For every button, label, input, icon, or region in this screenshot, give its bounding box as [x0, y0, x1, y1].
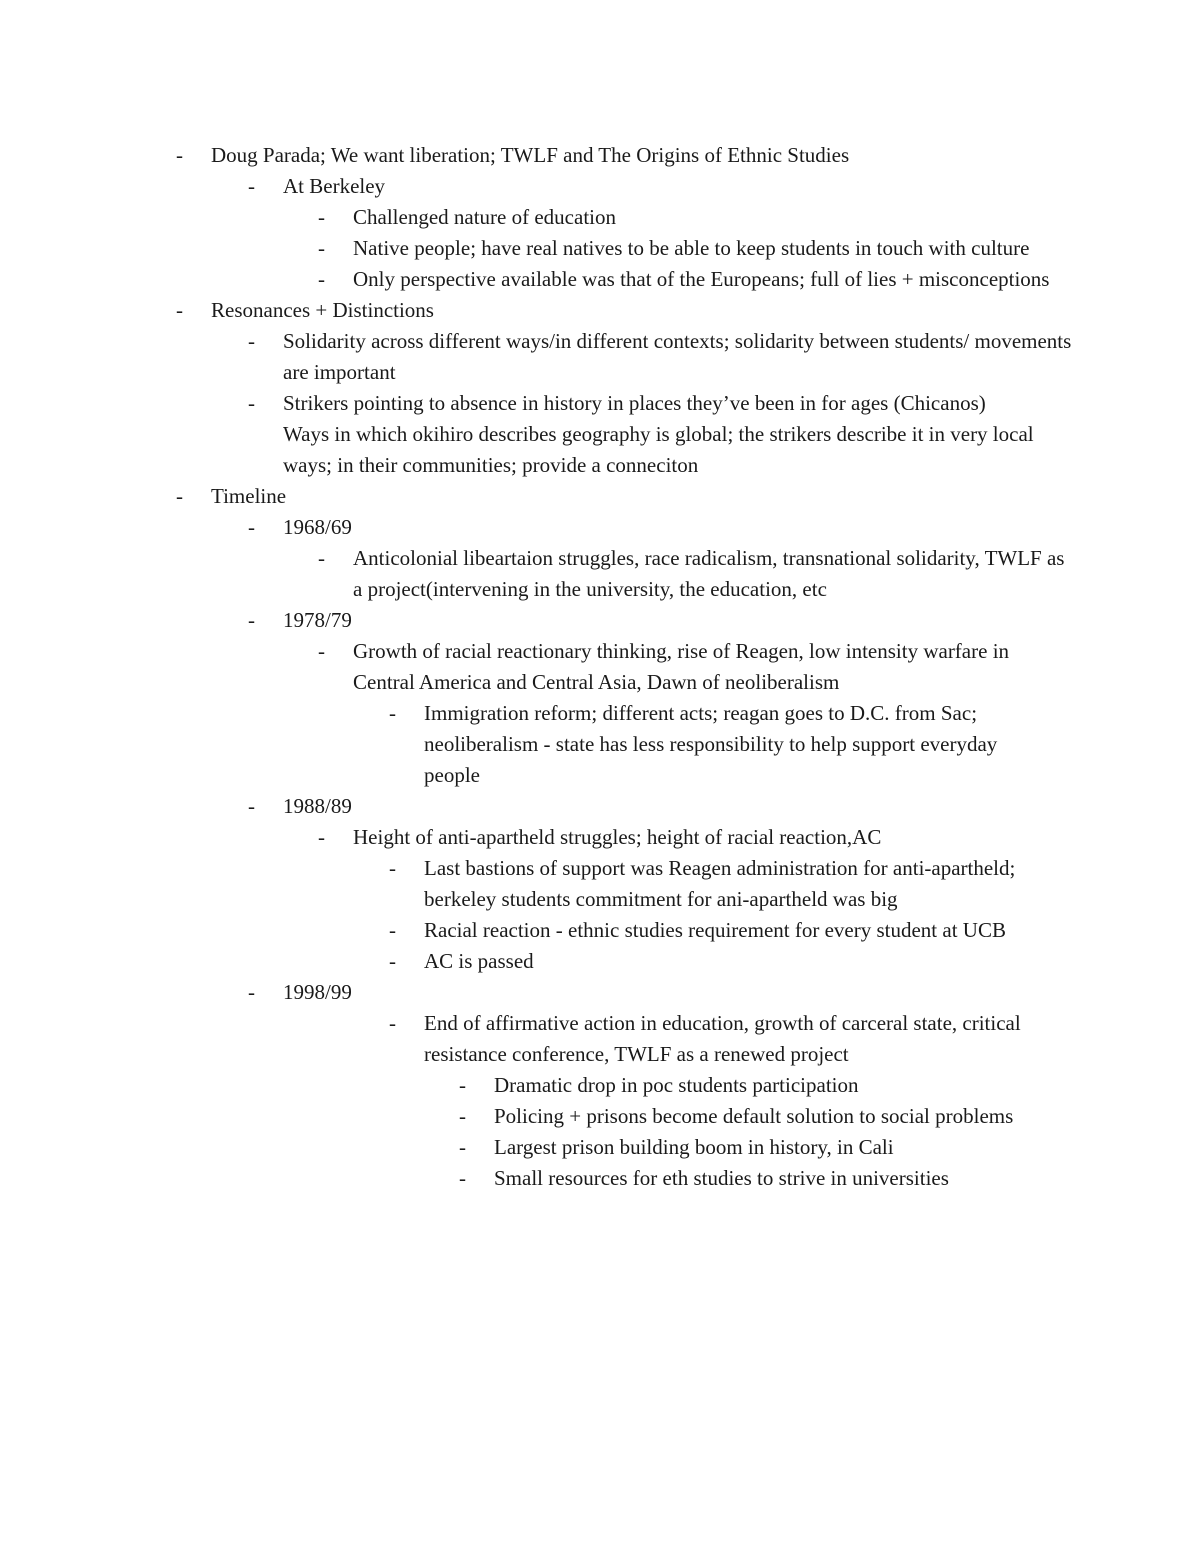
note-text: Racial reaction - ethnic studies requirement for every student at UCB: [424, 918, 1006, 942]
bullet-dash: -: [176, 298, 183, 322]
list-item: [0, 698, 1200, 791]
note-text: Height of anti-apartheld struggles; height of racial reaction,AC: [353, 825, 882, 849]
lecture-notes: [0, 140, 1200, 1194]
list-item: [0, 791, 1200, 822]
list-item: [0, 202, 1200, 233]
section-heading: Resonances + Distinctions: [211, 298, 434, 322]
note-text: Small resources for eth studies to strive in universities: [494, 1166, 949, 1190]
timeline-year: 1988/89: [283, 794, 352, 818]
note-text: Immigration reform; different acts; reagan goes to D.C. from Sac; neoliberalism - state has less responsibility to help support everyday people: [424, 701, 998, 787]
bullet-dash: -: [318, 236, 325, 260]
list-item: [0, 233, 1200, 264]
section-heading: Timeline: [211, 484, 287, 508]
note-text: Solidarity across different ways/in different contexts; solidarity between students/ movements are important: [283, 329, 1072, 384]
bullet-dash: -: [248, 608, 255, 632]
list-item: [0, 388, 1200, 419]
list-item: [0, 264, 1200, 295]
list-item: [0, 853, 1200, 915]
bullet-dash: -: [459, 1135, 466, 1159]
list-item: [0, 543, 1200, 605]
note-text: Policing + prisons become default solution to social problems: [494, 1104, 1014, 1128]
note-text: Last bastions of support was Reagen administration for anti-apartheld; berkeley students commitment for ani-apartheld was big: [424, 856, 1016, 911]
list-item: [0, 605, 1200, 636]
bullet-dash: -: [248, 794, 255, 818]
bullet-dash: -: [248, 515, 255, 539]
bullet-dash: -: [389, 949, 396, 973]
note-text: Dramatic drop in poc students participation: [494, 1073, 859, 1097]
list-item: [0, 1101, 1200, 1132]
list-item: [0, 822, 1200, 853]
list-item: [0, 512, 1200, 543]
note-text: Ways in which okihiro describes geography is global; the strikers describe it in very local ways; in their communities; provide a conneciton: [283, 422, 1034, 477]
bullet-dash: -: [248, 391, 255, 415]
note-text: Growth of racial reactionary thinking, rise of Reagen, low intensity warfare in Central America and Central Asia, Dawn of neoliberalism: [353, 639, 1010, 694]
list-item: [0, 1070, 1200, 1101]
bullet-dash: -: [248, 980, 255, 1004]
note-text: Native people; have real natives to be able to keep students in touch with culture: [353, 236, 1030, 260]
bullet-dash: -: [318, 205, 325, 229]
list-item: [0, 636, 1200, 698]
list-item-continuation: [0, 419, 1200, 481]
list-item: [0, 1132, 1200, 1163]
list-item: [0, 1163, 1200, 1194]
list-item: [0, 915, 1200, 946]
note-text: Largest prison building boom in history, in Cali: [494, 1135, 894, 1159]
bullet-dash: -: [248, 174, 255, 198]
list-item: [0, 140, 1200, 171]
list-item: [0, 1008, 1200, 1070]
bullet-dash: -: [389, 1011, 396, 1035]
list-item: [0, 326, 1200, 388]
list-item: [0, 946, 1200, 977]
bullet-dash: -: [318, 267, 325, 291]
timeline-year: 1998/99: [283, 980, 352, 1004]
list-item: [0, 977, 1200, 1008]
bullet-dash: -: [389, 701, 396, 725]
bullet-dash: -: [176, 484, 183, 508]
section-heading: Doug Parada; We want liberation; TWLF and The Origins of Ethnic Studies: [211, 143, 850, 167]
bullet-dash: -: [389, 856, 396, 880]
bullet-dash: -: [318, 639, 325, 663]
note-text: Only perspective available was that of the Europeans; full of lies + misconceptions: [353, 267, 1050, 291]
note-text: AC is passed: [424, 949, 534, 973]
subheading: At Berkeley: [283, 174, 386, 198]
timeline-year: 1978/79: [283, 608, 352, 632]
bullet-dash: -: [176, 143, 183, 167]
note-text: Anticolonial libeartaion struggles, race radicalism, transnational solidarity, TWLF as a project(intervening in the university, the education, etc: [353, 546, 1065, 601]
bullet-dash: -: [459, 1073, 466, 1097]
bullet-dash: -: [318, 546, 325, 570]
bullet-dash: -: [459, 1166, 466, 1190]
note-text: Challenged nature of education: [353, 205, 616, 229]
bullet-dash: -: [248, 329, 255, 353]
note-text: End of affirmative action in education, growth of carceral state, critical resistance conference, TWLF as a renewed project: [424, 1011, 1021, 1066]
bullet-dash: -: [318, 825, 325, 849]
timeline-year: 1968/69: [283, 515, 352, 539]
note-text: Strikers pointing to absence in history in places they’ve been in for ages (Chicanos): [283, 391, 986, 415]
list-item: [0, 171, 1200, 202]
bullet-dash: -: [459, 1104, 466, 1128]
list-item: [0, 481, 1200, 512]
list-item: [0, 295, 1200, 326]
bullet-dash: -: [389, 918, 396, 942]
